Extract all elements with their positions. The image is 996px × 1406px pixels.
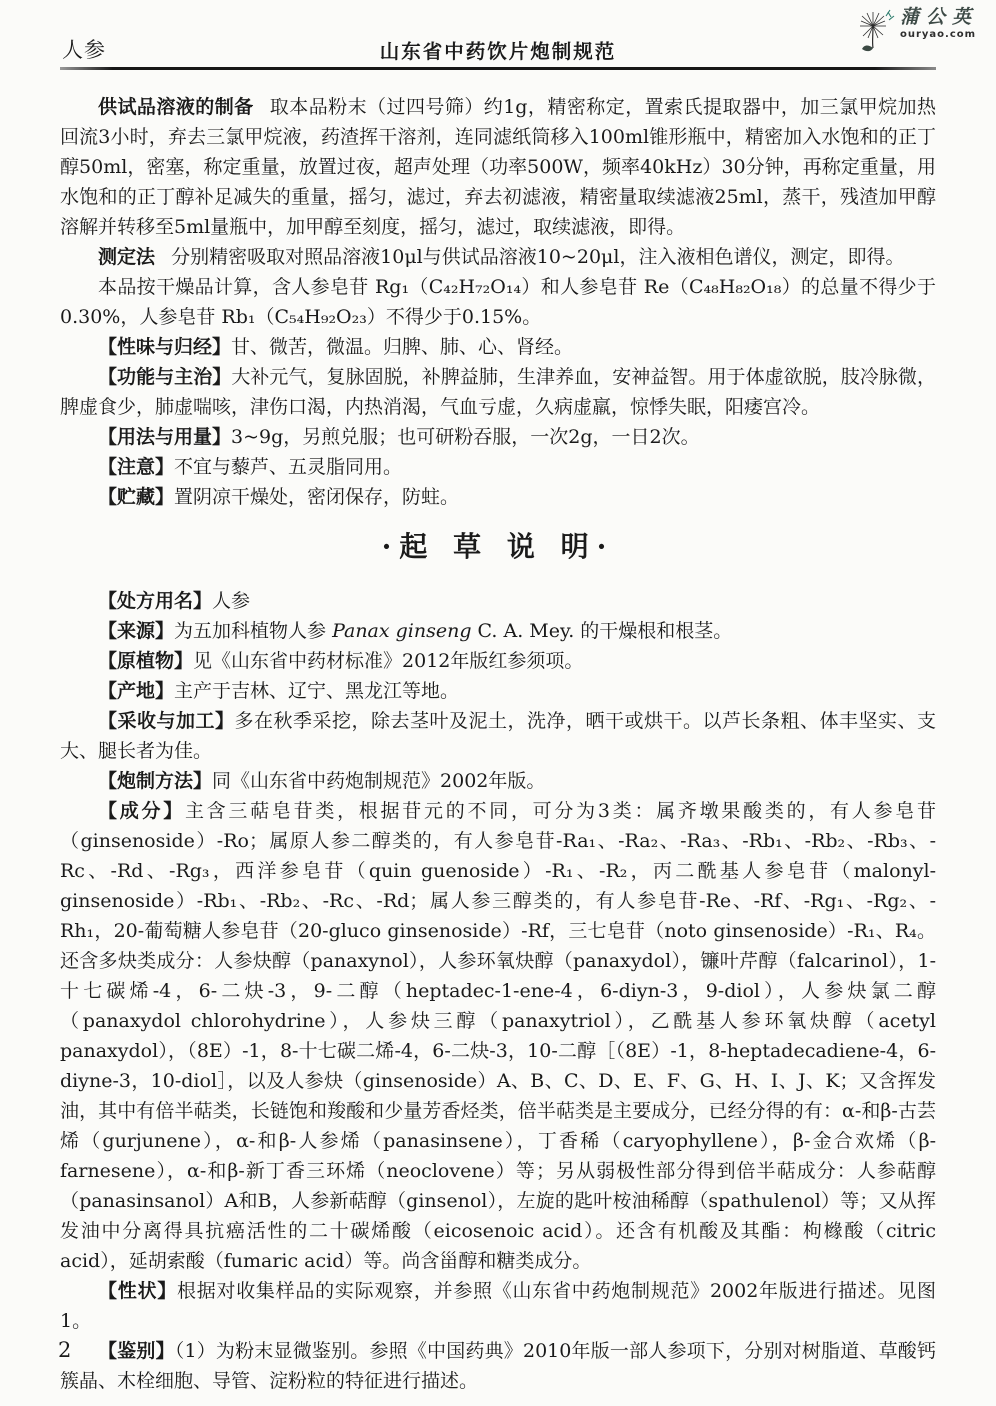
para-storage <box>60 482 936 512</box>
running-head-book-title: 山东省中药饮片炮制规范 <box>379 40 617 63</box>
para-text: 不宜与藜芦、五灵脂同用。 <box>174 456 403 478</box>
para-origin-region <box>60 676 936 706</box>
para-preparation-method <box>60 766 936 796</box>
para-text: 主含三萜皂苷类，根据苷元的不同，可分为3类：属齐墩果酸类的，有人参皂苷（ginsenoside）-Ro；属原人参二醇类的，有人参皂苷-Ra₁、-Ra₂、-Ra₃、-Rb₁、-Rb₂、-Rb₃、-Rc、-Rd、-Rg₃，西洋参皂苷（quin guenoside）-R₁、-R₂，丙二酰基人参皂苷（malonyl-ginsenoside）-Rb₁、-Rb₂、-Rc、-Rd；属人参三醇类的，有人参皂苷-Re、-Rf、-Rg₁、-Rg₂、-Rh₁，20-葡萄糖人参皂苷（20-gluco ginsenoside）-Rf，三七皂苷（noto ginsenoside）-R₁、R₄。还含多炔类成分：人参炔醇（panaxynol），人参环氧炔醇（panaxydol），镰叶芹醇（falcarinol），1-十七碳烯-4，6-二炔-3，9-二醇（heptadec-1-ene-4，6-diyn-3，9-diol），人参炔氯二醇（panaxydol chlorohydrine），人参炔三醇（panaxytriol），乙酰基人参环氧炔醇（acetyl panaxydol），（8E）-1，8-十七碳二烯-4，6-二炔-3，10-二醇［（8E）-1，8-heptadecadiene-4，6-diyne-3，10-diol］，以及人参炔（ginsenoside）A、B、C、D、E、F、G、H、I、J、K；又含挥发油，其中有倍半萜类，长链饱和羧酸和少量芳香烃类，倍半萜类是主要成分，已经分得的有：α-和β-古芸烯（gurjunene），α-和β-人参烯（panasinsene），丁香稀（caryophyllene），β-金合欢烯（β-farnesene），α-和β-新丁香三环烯（neoclovene）等；另从弱极性部分得到倍半萜成分：人参萜醇（panasinsanol）A和B，人参新萜醇（ginsenol），左旋的匙叶桉油稀醇（spathulenol）等；又从挥发油中分离得具抗癌活性的二十碳烯酸（eicosenoic acid）。还含有机酸及其酯：枸橼酸（citric acid），延胡索酸（fumaric acid）等。尚含甾醇和糖类成分。 <box>60 800 936 1272</box>
para-assay-method <box>60 242 936 272</box>
para-label: 【成分】 <box>98 800 185 822</box>
monograph-section <box>60 92 936 1396</box>
para-text: 分别精密吸取对照品溶液10μl与供试品溶液10~20μl，注入液相色谱仪，测定，即得。 <box>171 246 905 268</box>
para-text: 同《山东省中药炮制规范》2002年版。 <box>212 770 546 792</box>
para-label: 【炮制方法】 <box>98 770 213 792</box>
running-head-drug-name: 人参 <box>62 38 106 62</box>
para-source <box>60 616 936 646</box>
para-description <box>60 1276 936 1336</box>
para-text: 为五加科植物人参 <box>174 620 333 642</box>
para-label: 测定法 <box>98 246 156 268</box>
para-text: 3~9g，另煎兑服；也可研粉吞服，一次2g，一日2次。 <box>231 426 700 448</box>
para-harvest-processing <box>60 706 936 766</box>
para-text: 置阴凉干燥处，密闭保存，防蛀。 <box>174 486 460 508</box>
para-text: （1）为粉末显微鉴别。参照《中国药典》2010年版一部人参项下，分别对树脂道、草酸钙簇晶、木栓细胞、导管、淀粉粒的特征进行描述。 <box>60 1340 936 1392</box>
para-usage-dosage <box>60 422 936 452</box>
logo-brand-name: 蒲公英 <box>899 6 978 28</box>
para-label: 【采收与加工】 <box>98 710 235 732</box>
para-text: 主产于吉林、辽宁、黑龙江等地。 <box>174 680 460 702</box>
para-text: C. A. Mey. 的干燥根和根茎。 <box>471 620 733 642</box>
para-content-limits <box>60 272 936 332</box>
para-text: 大补元气，复脉固脱，补脾益肺，生津养血，安神益智。用于体虚欲脱，肢冷脉微，脾虚食少，肺虚喘咳，津伤口渴，内热消渴，气血亏虚，久病虚羸，惊悸失眠，阳痿宫冷。 <box>60 366 936 418</box>
para-text: 多在秋季采挖，除去茎叶及泥土，洗净，晒干或烘干。以芦长条粗、体丰坚实、支大、腿长者为佳。 <box>60 710 936 762</box>
para-label: 【功能与主治】 <box>98 366 232 388</box>
para-test-solution-preparation <box>60 92 936 242</box>
para-label: 【鉴别】 <box>98 1340 175 1362</box>
para-property-meridian <box>60 332 936 362</box>
para-label: 【用法与用量】 <box>98 426 232 448</box>
para-label: 供试品溶液的制备 <box>98 96 254 118</box>
page-number: 2 <box>58 1338 72 1362</box>
para-text: 本品按干燥品计算，含人参皂苷 Rg₁（C₄₂H₇₂O₁₄）和人参皂苷 Re（C₄₈H₈₂O₁₈）的总量不得少于0.30%，人参皂苷 Rb₁（C₅₄H₉₂O₂₃）不得少于0.15%。 <box>60 276 936 328</box>
page-header <box>60 26 936 63</box>
para-label: 【原植物】 <box>98 650 194 672</box>
para-text: 甘、微苦，微温。归脾、肺、心、肾经。 <box>231 336 574 358</box>
logo-domain-name: ouryao.com <box>899 29 977 40</box>
para-text: 人参 <box>212 590 251 612</box>
para-original-plant <box>60 646 936 676</box>
latin-binomial: Panax ginseng <box>332 620 472 642</box>
draft-notes-section <box>60 586 936 1396</box>
para-constituents <box>60 796 936 1276</box>
para-label: 【处方用名】 <box>98 590 213 612</box>
para-label: 【来源】 <box>98 620 175 642</box>
para-label: 【贮藏】 <box>98 486 175 508</box>
para-label: 【产地】 <box>98 680 175 702</box>
para-prescription-name <box>60 586 936 616</box>
para-label: 【性状】 <box>98 1280 177 1302</box>
para-caution <box>60 452 936 482</box>
draft-notes-heading: ·起 草 说 明· <box>381 530 615 563</box>
para-label: 【注意】 <box>98 456 175 478</box>
para-text: 取本品粉末（过四号筛）约1g，精密称定，置索氏提取器中，加三氯甲烷加热回流3小时，弃去三氯甲烷液，药渣挥干溶剂，连同滤纸筒移入100ml锥形瓶中，精密加入水饱和的正丁醇50ml，密塞，称定重量，放置过夜，超声处理（功率500W，频率40kHz）30分钟，再称定重量，用水饱和的正丁醇补足减失的重量，摇匀，滤过，弃去初滤液，精密量取续滤液25ml，蒸干，残渣加甲醇溶解并转移至5ml量瓶中，加甲醇至刻度，摇匀，滤过，取续滤液，即得。 <box>60 96 936 238</box>
para-identification <box>60 1336 936 1396</box>
para-text: 见《山东省中药材标准》2012年版红参须项。 <box>193 650 584 672</box>
para-functions-indications <box>60 362 936 422</box>
para-text: 根据对收集样品的实际观察，并参照《山东省中药炮制规范》2002年版进行描述。见图1。 <box>60 1280 936 1332</box>
header-divider <box>60 67 936 70</box>
para-label: 【性味与归经】 <box>98 336 232 358</box>
